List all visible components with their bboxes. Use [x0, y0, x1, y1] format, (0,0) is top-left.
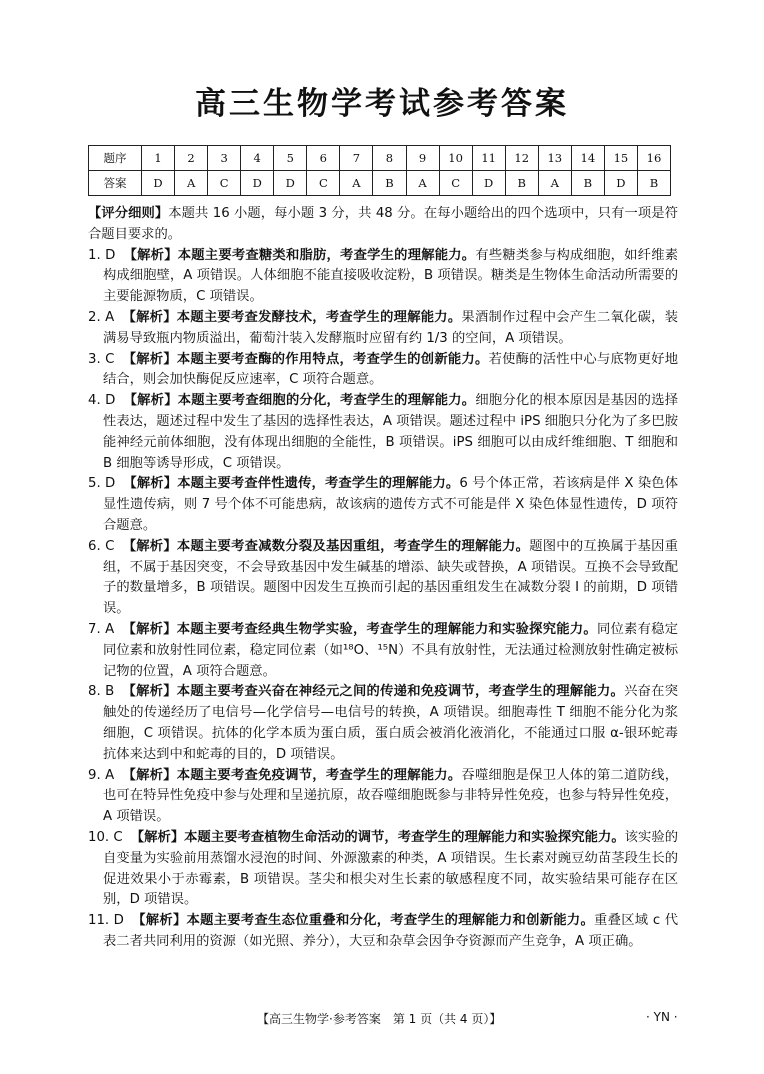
analysis-detail: 重叠区域 c 代表二者共同利用的资源（如光照、养分），大豆和杂草会因争夺资源而产生竞争，A 项正确。	[103, 913, 678, 949]
page-title: 高三生物学考试参考答案	[195, 86, 569, 122]
analysis-detail: 同位素有稳定同位素和放射性同位素，稳定同位素（如¹⁸O、¹⁵N）不具有放射性，无法通过检测放射性确定被标记物的位置，A 项符合题意。	[103, 621, 679, 679]
answer-cell: B	[637, 171, 670, 196]
analysis-tag: 【解析】	[122, 684, 177, 700]
question-answer-label: 4. D	[88, 393, 116, 409]
analysis-detail: 若使酶的活性中心与底物更好地结合，则会加快酶促反应速率，C 项符合题意。	[103, 351, 679, 388]
question-explanation	[88, 350, 678, 392]
question-number: 8	[373, 146, 406, 171]
question-answer-label: 10. C	[88, 829, 123, 845]
answer-cell: B	[373, 171, 406, 196]
analysis-detail: 题图中的互换属于基因重组，不属于基因突变，不会导致基因中发生碱基的增添、缺失或替换，A 项错误。互换不会导致配子的数量增多，B 项错误。题图中因发生互换而引起的基因重组发生在减数分裂 I 的前期，D 项错误。	[103, 538, 678, 617]
analysis-summary: 本题主要考查免疫调节，考查学生的理解能力。	[176, 767, 462, 783]
footer-page-info: 【高三生物学·参考答案 第 1 页（共 4 页）】	[257, 1012, 502, 1026]
analysis-detail: 有些糖类参与构成细胞，如纤维素构成细胞壁，A 项错误。人体细胞不能直接吸收淀粉，B 项错误。糖类是生物体生命活动所需要的主要能源物质，C 项错误。	[103, 247, 679, 305]
question-answer-label: 1. D	[88, 247, 116, 263]
analysis-detail: 细胞分化的根本原因是基因的选择性表达，题述过程中发生了基因的选择性表达，A 项错误。题述过程中 iPS 细胞只分化为了多巴胺能神经元前体细胞，没有体现出细胞的全能性，B 项错误。iPS 细胞可以由成纤维细胞、T 细胞和 B 细胞等诱导形成，C 项错误。	[103, 393, 679, 471]
footer-region-code: · YN ·	[646, 1010, 678, 1024]
analysis-summary: 本题主要考查植物生命活动的调节，考查学生的理解能力和实验探究能力。	[184, 829, 625, 845]
question-explanation	[88, 828, 678, 911]
analysis-tag: 【解析】	[122, 621, 177, 637]
answer-table-answer-label: 答案	[89, 171, 142, 196]
answer-explanations	[88, 204, 678, 953]
analysis-tag: 【解析】	[131, 913, 187, 929]
answer-cell: D	[274, 171, 307, 196]
question-answer-label: 9. A	[88, 767, 115, 783]
scoring-intro	[88, 204, 678, 246]
answer-table-number-row	[89, 146, 671, 171]
analysis-detail: 兴奋在突触处的传递经历了电信号—化学信号—电信号的转换，A 项错误。细胞毒性 T 细胞不能分化为浆细胞，C 项错误。抗体的化学本质为蛋白质，蛋白质会被消化液消化，不能通过口服 α-银环蛇毒抗体来达到中和蛇毒的目的，D 项错误。	[103, 684, 679, 762]
answer-cell: A	[175, 171, 208, 196]
answer-cell: B	[571, 171, 604, 196]
answer-cell: A	[538, 171, 571, 196]
question-answer-label: 5. D	[88, 476, 116, 492]
answer-cell: C	[208, 171, 241, 196]
question-explanation	[88, 537, 678, 620]
scoring-intro-line-2: 合题目要求的。	[88, 226, 182, 242]
question-number: 10	[439, 146, 472, 171]
answer-cell: C	[307, 171, 340, 196]
answer-table	[88, 145, 671, 196]
question-answer-label: 3. C	[88, 351, 115, 367]
question-explanation	[88, 620, 678, 682]
question-number: 14	[571, 146, 604, 171]
question-number: 1	[142, 146, 175, 171]
analysis-summary: 本题主要考查发酵技术，考查学生的理解能力。	[176, 309, 462, 325]
answer-cell: A	[340, 171, 373, 196]
analysis-detail: 6 号个体正常，若该病是伴 X 染色体显性遗传病，则 7 号个体不可能患病，故该病的遗传方式不可能是伴 X 染色体显性遗传，D 项符合题意。	[103, 476, 679, 533]
analysis-summary: 本题主要考查经典生物学实验，考查学生的理解能力和实验探究能力。	[176, 621, 597, 637]
analysis-detail: 吞噬细胞是保卫人体的第二道防线，也可在特异性免疫中参与处理和呈递抗原，故吞噬细胞既参与非特异性免疫，也参与特异性免疫，A 项错误。	[103, 767, 679, 825]
question-number: 13	[538, 146, 571, 171]
question-answer-label: 6. C	[88, 538, 115, 554]
analysis-tag: 【解析】	[122, 538, 177, 554]
question-number: 9	[406, 146, 439, 171]
answer-table-answer-row	[89, 171, 671, 196]
question-number: 5	[274, 146, 307, 171]
scoring-intro-line-1: 本题共 16 小题，每小题 3 分，共 48 分。在每小题给出的四个选项中，只有一项是符	[168, 206, 678, 221]
question-explanation	[88, 474, 678, 536]
scoring-rules-tag: 【评分细则】	[88, 206, 169, 221]
question-answer-label: 8. B	[88, 684, 115, 700]
analysis-summary: 本题主要考查糖类和脂肪，考查学生的理解能力。	[177, 247, 476, 263]
analysis-tag: 【解析】	[123, 393, 178, 409]
question-number: 11	[472, 146, 505, 171]
answer-cell: D	[241, 171, 274, 196]
question-number: 4	[241, 146, 274, 171]
analysis-tag: 【解析】	[123, 247, 178, 263]
answer-cell: C	[439, 171, 472, 196]
analysis-summary: 本题主要考查兴奋在神经元之间的传递和免疫调节，考查学生的理解能力。	[176, 684, 625, 700]
answer-cell: D	[472, 171, 505, 196]
question-explanation	[88, 308, 678, 350]
answer-cell: A	[406, 171, 439, 196]
question-number: 2	[175, 146, 208, 171]
question-number: 16	[637, 146, 670, 171]
analysis-summary: 本题主要考查生态位重叠和分化，考查学生的理解能力和创新能力。	[186, 913, 595, 929]
answer-table-header-label: 题序	[89, 146, 142, 171]
analysis-tag: 【解析】	[130, 829, 185, 845]
answer-cell: D	[142, 171, 175, 196]
question-explanation	[88, 246, 678, 308]
analysis-tag: 【解析】	[122, 767, 177, 783]
question-explanation	[88, 766, 678, 828]
analysis-summary: 本题主要考查伴性遗传，考查学生的理解能力。	[177, 476, 460, 492]
question-answer-label: 7. A	[88, 621, 115, 637]
analysis-tag: 【解析】	[122, 309, 177, 325]
question-number: 15	[604, 146, 637, 171]
question-number: 6	[307, 146, 340, 171]
question-explanation	[88, 391, 678, 474]
answer-cell: D	[604, 171, 637, 196]
analysis-summary: 本题主要考查减数分裂及基因重组，考查学生的理解能力。	[176, 538, 530, 554]
question-answer-label: 11. D	[88, 913, 124, 929]
question-list	[88, 246, 678, 953]
analysis-tag: 【解析】	[122, 351, 177, 367]
answer-cell: B	[505, 171, 538, 196]
analysis-detail: 果酒制作过程中会产生二氧化碳，装满易导致瓶内物质溢出，葡萄汁装入发酵瓶时应留有约 1/3 的空间，A 项错误。	[103, 309, 679, 346]
question-number: 3	[208, 146, 241, 171]
analysis-summary: 本题主要考查酶的作用特点，考查学生的创新能力。	[176, 351, 489, 367]
analysis-summary: 本题主要考查细胞的分化，考查学生的理解能力。	[177, 393, 476, 409]
question-number: 12	[505, 146, 538, 171]
analysis-detail: 该实验的自变量为实验前用蒸馏水浸泡的时间、外源激素的种类，A 项错误。生长素对豌豆幼苗茎段生长的促进效果小于赤霉素，B 项错误。茎尖和根尖对生长素的敏感程度不同，故实验结果可能存在区别，D 项错误。	[103, 829, 679, 908]
question-number: 7	[340, 146, 373, 171]
question-explanation	[88, 911, 678, 953]
analysis-tag: 【解析】	[123, 476, 178, 492]
question-answer-label: 2. A	[88, 309, 115, 325]
question-explanation	[88, 682, 678, 765]
